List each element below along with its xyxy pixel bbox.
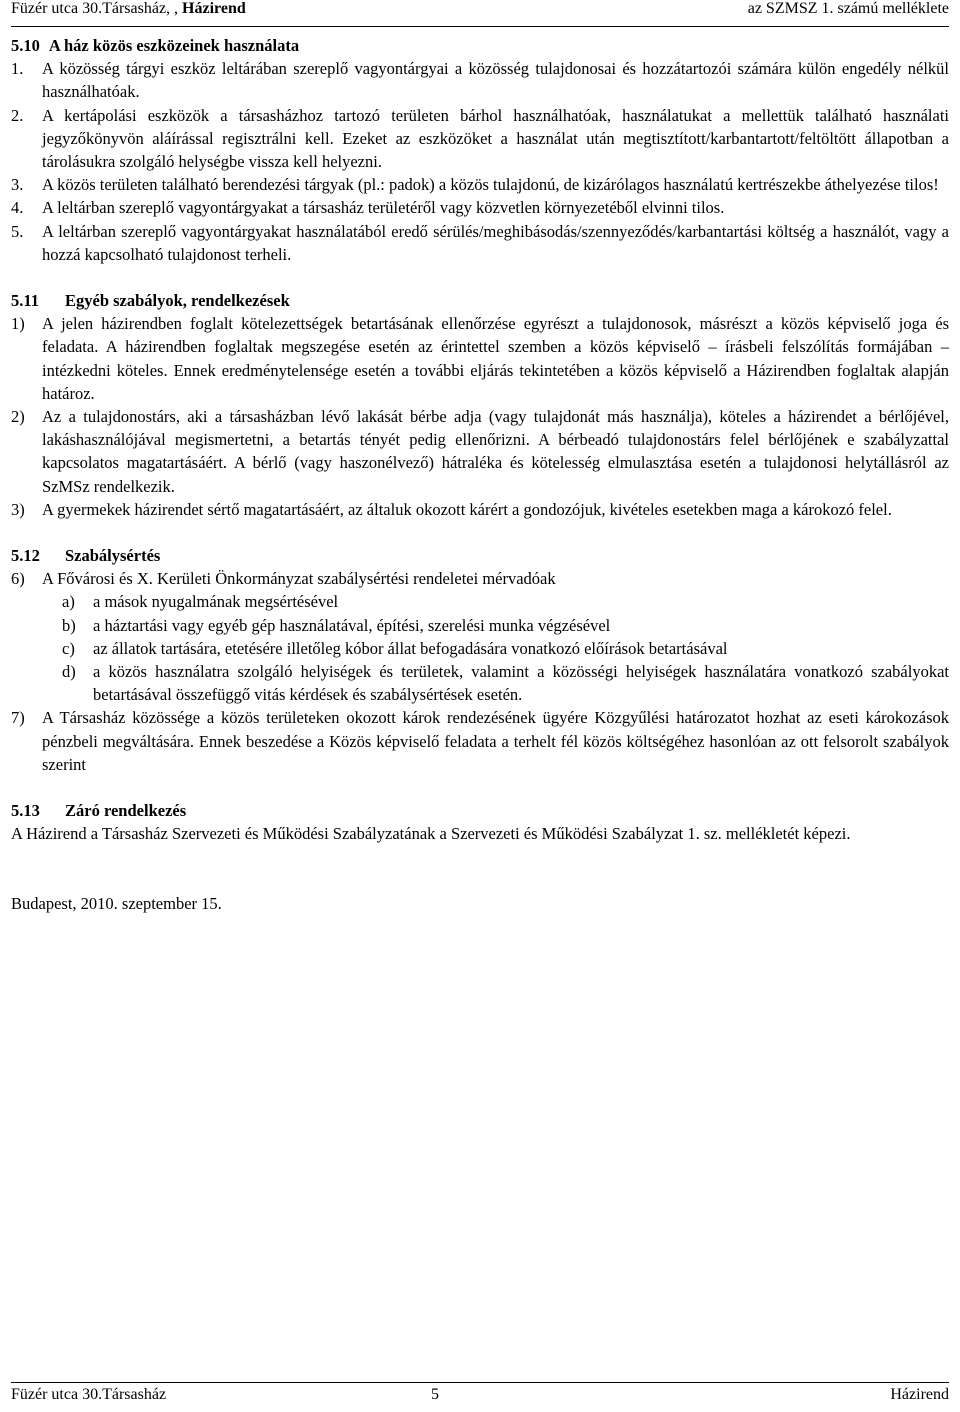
list-item — [11, 173, 949, 196]
spacer — [11, 846, 949, 892]
list-item-number: 3) — [11, 499, 25, 519]
sub-list-item-letter: c) — [62, 638, 75, 658]
sub-list-item — [11, 660, 949, 706]
page-number: 5 — [431, 1386, 439, 1403]
header-left — [11, 0, 246, 18]
list-item-text: A kertápolási eszközök a társasházhoz tartozó területen bárhol használhatóak, használatukat a mellettük található használati jegyzőkönyvön aláírással regisztrálni kell. Ezeket az eszközöket a használat után megtisztított/karbantartott/feltöltött állapotban a tárolásukra szolgáló helységbe vissza kell helyezni. — [42, 105, 949, 172]
sub-list-item-letter: b) — [62, 615, 76, 635]
list-item — [11, 220, 949, 266]
list-item — [11, 706, 949, 776]
list-item-number: 1) — [11, 314, 25, 334]
sub-list-item-text: az állatok tartására, etetésére illetőleg kóbor állat befogadására vonatkozó előírások betartásával — [93, 638, 728, 658]
header-left-bold: Házirend — [182, 0, 246, 17]
list-item-text: A leltárban szereplő vagyontárgyakat használatából eredő sérülés/meghibásodás/szennyeződés/karbantartási költség a használót, vagy a hozzá kapcsolható tulajdonost terheli. — [42, 221, 949, 264]
section-5-12-title — [11, 544, 949, 567]
sub-list-item-letter: d) — [62, 662, 76, 682]
list-item — [11, 312, 949, 405]
page-footer — [11, 1382, 949, 1410]
list-item-number: 6) — [11, 569, 25, 589]
list-item-text: A gyermekek házirendet sértő magatartásáért, az általuk okozott kárért a gondozójuk, kivételes esetekben maga a károkozó felel. — [42, 499, 892, 519]
list-item — [11, 57, 949, 103]
list-item-text: A közösség tárgyi eszköz leltárában szereplő vagyontárgyai a közösség tulajdonosai és hozzátartozói számára külön engedély nélkül használhatóak. — [42, 59, 949, 102]
section-number: 5.10 — [11, 36, 40, 55]
spacer — [11, 776, 949, 799]
sub-list-item-text: a háztartási vagy egyéb gép használatával, építési, szerelési munka végzésével — [93, 615, 611, 635]
sub-list-item-text: a mások nyugalmának megsértésével — [93, 592, 339, 612]
list-item — [11, 104, 949, 174]
sub-list-item — [11, 637, 949, 660]
section-number: 5.11 — [11, 291, 39, 311]
list-item-number: 5. — [11, 221, 24, 241]
section-5-11-title — [11, 289, 949, 312]
footer-right: Házirend — [890, 1386, 949, 1403]
document-body — [11, 34, 949, 915]
sub-list-item-text: a közös használatra szolgáló helyiségek és területek, valamint a közösségi helyiségek használatára vonatkozó szabályokat betartásával összefüggő vitás kérdések és szabálysértések esetén. — [93, 662, 949, 705]
list-item-number: 4. — [11, 198, 24, 218]
list-item — [11, 196, 949, 219]
list-item-number: 1. — [11, 59, 24, 79]
list-item-number: 7) — [11, 708, 25, 728]
header-left-plain: Füzér utca 30.Társasház, , — [11, 0, 183, 17]
spacer — [11, 521, 949, 544]
closing-paragraph: A Házirend a Társasház Szervezeti és Működési Szabályzatának a Szervezeti és Működési Szabályzat 1. sz. mellékletét képezi. — [11, 824, 851, 844]
section-heading: Záró rendelkezés — [65, 801, 187, 821]
section-number: 5.13 — [11, 801, 40, 821]
list-item-number: 2. — [11, 105, 24, 125]
header-right: az SZMSZ 1. számú melléklete — [747, 0, 949, 17]
sub-list-item — [11, 614, 949, 637]
section-heading: Szabálysértés — [65, 546, 161, 566]
section-5-13-title — [11, 799, 949, 822]
list-item-number: 3. — [11, 175, 24, 195]
page-header — [11, 0, 949, 27]
list-item-text: Az a tulajdonostárs, aki a társasházban lévő lakását bérbe adja (vagy tulajdonát más használja), köteles a házirendet a bérlőjével, lakáshasználójával megismertetni, a betartás tényét pedig ellenőrizni. A bérbeadó tulajdonostárs felel bérlőjének e szabályzattal kapcsolatos magatartásáért. A bérlő (vagy haszonélvező) hátraléka és kötelesség elmulasztása esetén a tulajdonosi helytállásról az SzMSz rendelkezik. — [42, 407, 949, 496]
list-item-text: A Társasház közössége a közös területeken okozott károk rendezésének ügyére Közgyűlési határozatot hozhat az eseti károkozások pénzbeli megváltására. Ennek beszedése a Közös képviselő feladata a terhelt fél közös költségéhez hasonlóan az ott felsorolt szabályok szerint — [42, 708, 949, 774]
section-5-10-title — [11, 34, 949, 57]
footer-left: Füzér utca 30.Társasház — [11, 1386, 167, 1403]
spacer — [11, 266, 949, 289]
sub-list-item-letter: a) — [62, 592, 75, 612]
list-item — [11, 498, 949, 521]
section-heading: A ház közös eszközeinek használata — [48, 36, 300, 55]
list-item — [11, 567, 949, 590]
list-item-text: A Fővárosi és X. Kerületi Önkormányzat szabálysértési rendeletei mérvadóak — [42, 569, 556, 589]
list-item-text: A jelen házirendben foglalt kötelezettségek betartásának ellenőrzése egyrészt a tulajdonosok, másrészt a közös képviselő joga és feladata. A házirendben foglaltak megszegése esetén az érintettel szemben a közös képviselő – írásbeli felszólítás formájában – intézkedni köteles. Ennek eredménytelensége esetén a további eljárás tekintetében a közös képviselő a Házirendben foglaltak alapján határoz. — [42, 314, 949, 403]
section-heading: Egyéb szabályok, rendelkezések — [65, 291, 290, 311]
list-item-text: A leltárban szereplő vagyontárgyakat a társasház területéről vagy közvetlen környezetéből elvinni tilos. — [42, 198, 725, 218]
section-number: 5.12 — [11, 546, 40, 566]
list-item-number: 2) — [11, 407, 25, 427]
date-line: Budapest, 2010. szeptember 15. — [11, 893, 222, 913]
sub-list-item — [11, 590, 949, 613]
list-item — [11, 405, 949, 498]
list-item-text: A közös területen található berendezési tárgyak (pl.: padok) a közös tulajdonú, de kizárólagos használatú kertrészekbe áthelyezése tilos! — [42, 175, 939, 195]
